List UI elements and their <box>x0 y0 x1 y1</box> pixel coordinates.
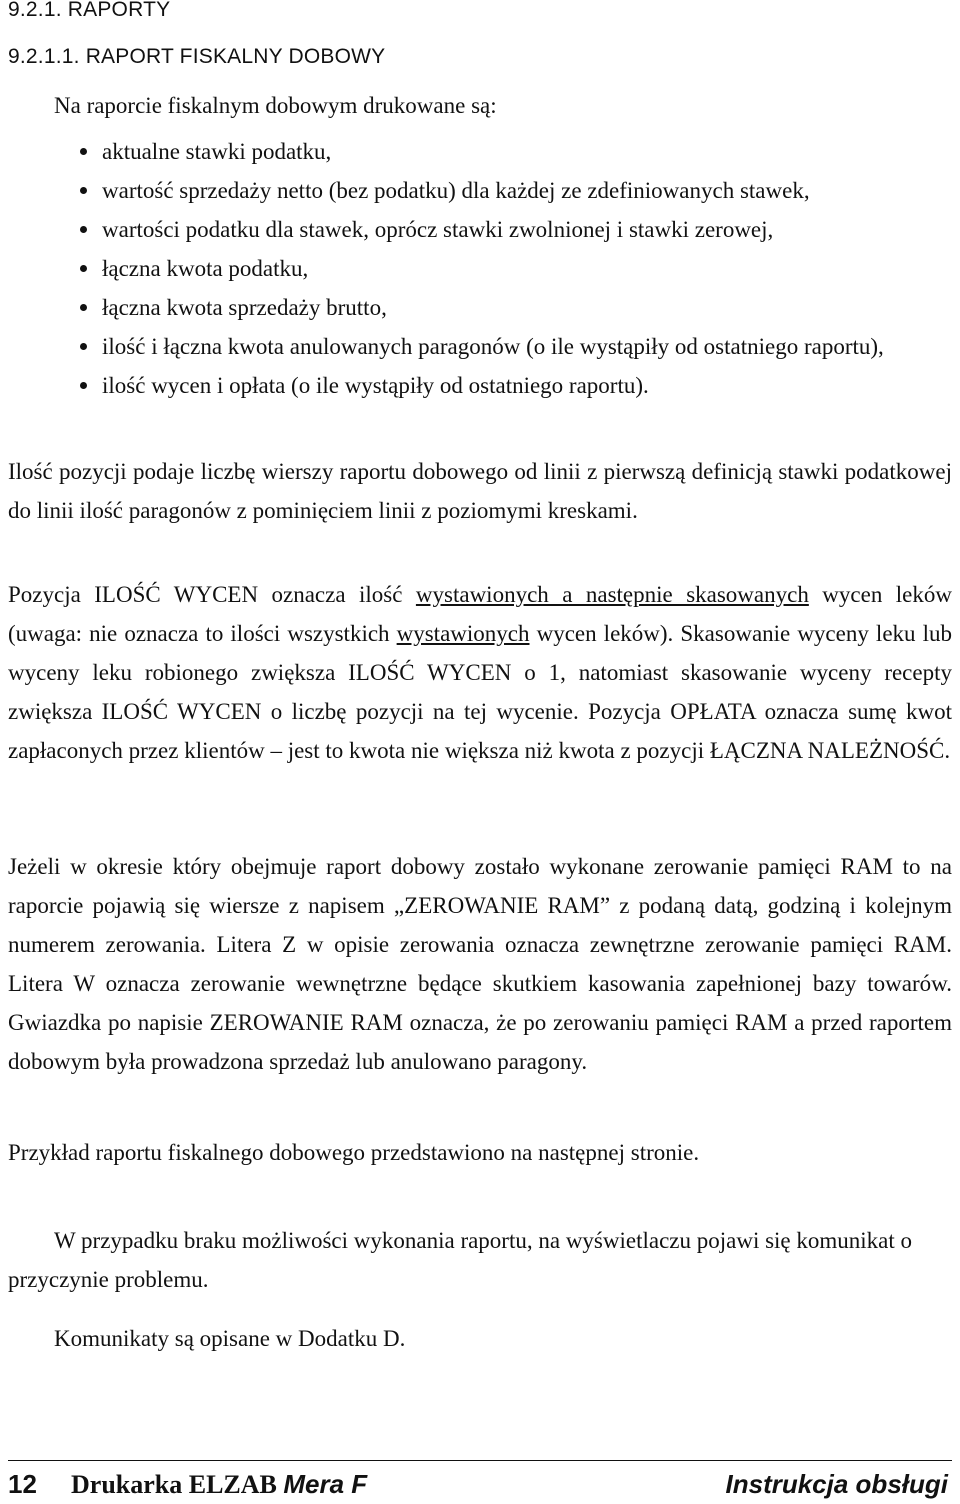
report-contents-list <box>0 132 960 405</box>
text-span: Pozycja ILOŚĆ WYCEN oznacza ilość <box>8 582 416 607</box>
footer-divider <box>8 1460 952 1461</box>
paragraph-przyklad: Przykład raportu fiskalnego dobowego przedstawiono na następnej stronie. <box>8 1140 700 1165</box>
page-number: 12 <box>8 1469 37 1499</box>
underlined-text: wystawionych <box>396 621 530 646</box>
list-item: wartości podatku dla stawek, oprócz stawki zwolnionej i stawki zerowej, <box>0 210 960 249</box>
paragraph-zerowanie-ram: Jeżeli w okresie który obejmuje raport dobowy zostało wykonane zerowanie pamięci RAM to na raporcie pojawią się wiersze z napisem „ZEROWANIE RAM” z podaną datą, godziną i kolejnym numerem zerowania. Litera Z w opisie zerowania oznacza zewnętrzne zerowanie pamięci RAM. Litera W oznacza zerowanie wewnętrzne będące skutkiem kasowania zapełnionej bazy towarów. Gwiazdka po napisie ZEROWANIE RAM oznacza, że po zerowaniu pamięci RAM a przed raportem dobowym była prowadzona sprzedaż lub anulowano paragony. <box>8 854 952 1074</box>
paragraph-brak-raportu: W przypadku braku możliwości wykonania raportu, na wyświetlaczu pojawi się komunikat o przyczynie problemu. <box>8 1228 913 1292</box>
product-model: Mera F <box>283 1469 368 1499</box>
manual-title: Instrukcja obsługi <box>725 1469 948 1499</box>
paragraph-komunikaty: Komunikaty są opisane w Dodatku D. <box>54 1326 406 1351</box>
product-name <box>71 1469 367 1500</box>
list-item: łączna kwota sprzedaży brutto, <box>0 288 960 327</box>
list-item: wartość sprzedaży netto (bez podatku) dla każdej ze zdefiniowanych stawek, <box>0 171 960 210</box>
text-span: wycen leków (uwaga: nie oznacza to ilości wszystkich <box>8 582 952 646</box>
underlined-text: wystawionych a następnie skasowanych <box>415 582 809 607</box>
list-item: łączna kwota podatku, <box>0 249 960 288</box>
intro-text: Na raporcie fiskalnym dobowym drukowane są: <box>54 93 497 118</box>
list-item: ilość i łączna kwota anulowanych paragonów (o ile wystąpiły od ostatniego raportu), <box>0 327 960 366</box>
section-heading: 9.2.1. RAPORTY <box>8 0 171 21</box>
text-span: wycen leków). Skasowanie wyceny leku lub wyceny leku robionego zwiększa ILOŚĆ WYCEN o 1, natomiast skasowanie wyceny recepty zwiększa ILOŚĆ WYCEN o liczbę pozycji na tej wycenie. Pozycja OPŁATA oznacza sumę kwot zapłaconych przez klientów – jest to kwota nie większa niż kwota z pozycji ŁĄCZNA NALEŻNOŚĆ. <box>8 621 952 763</box>
subsection-heading: 9.2.1.1. RAPORT FISKALNY DOBOWY <box>8 45 386 68</box>
paragraph-ilosc-pozycji: Ilość pozycji podaje liczbę wierszy raportu dobowego od linii z pierwszą definicją stawki podatkowej do linii ilość paragonów z pominięciem linii z poziomymi kreskami. <box>8 459 952 523</box>
paragraph-ilosc-wycen <box>8 575 952 770</box>
page-footer <box>8 1469 952 1499</box>
list-item: ilość wycen i opłata (o ile wystąpiły od ostatniego raportu). <box>0 366 960 405</box>
product-brand: Drukarka ELZAB <box>71 1470 277 1499</box>
list-item: aktualne stawki podatku, <box>0 132 960 171</box>
